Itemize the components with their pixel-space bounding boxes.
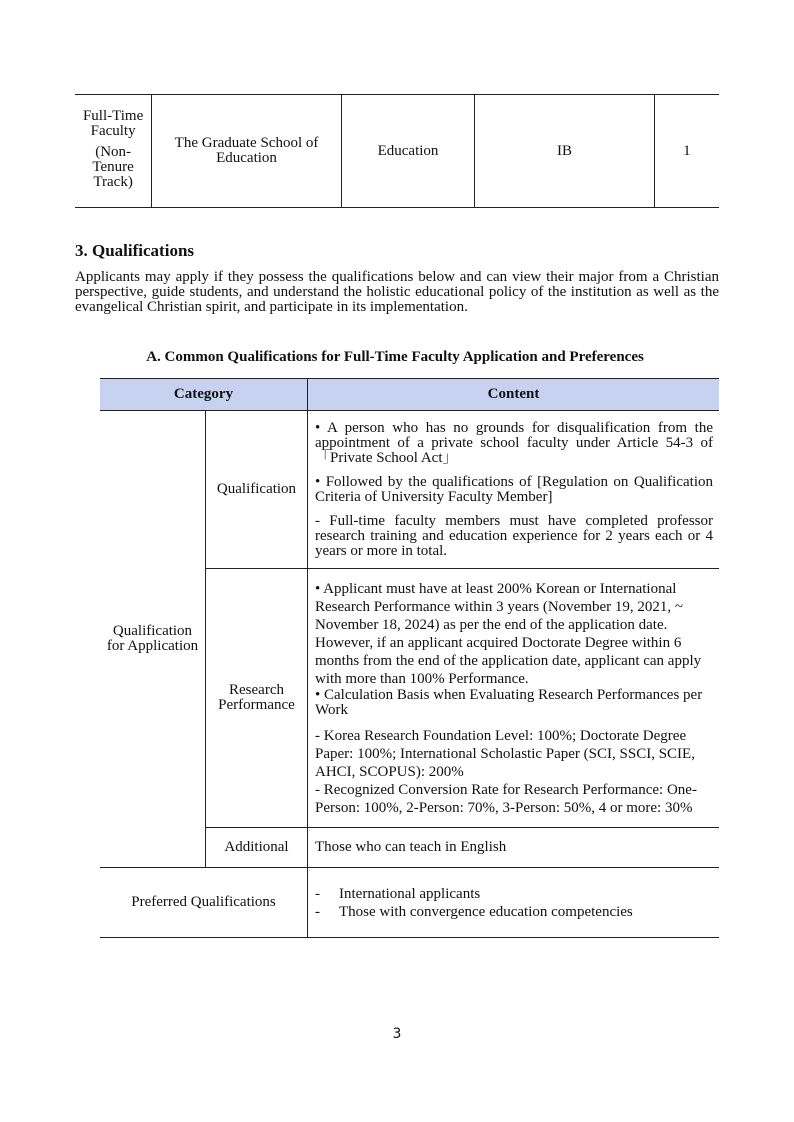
qualification-item-3: - Full-time faculty members must have completed professor research training and education experience for 2 years each or 4 years or more in total.	[315, 512, 713, 559]
header-category: Category	[100, 379, 308, 411]
list-item: - Those with convergence education competencies	[315, 903, 633, 920]
research-item-4: - Recognized Conversion Rate for Research Performance: One-Person: 100%, 2-Person: 70%, 3-Person: 50%, 4 or more: 30%	[315, 781, 697, 816]
section-title: 3. Qualifications	[75, 241, 195, 260]
major-cell: IB	[475, 95, 655, 208]
count-cell: 1	[654, 95, 719, 208]
table-title: A. Common Qualifications for Full-Time Faculty Application and Preferences	[146, 349, 644, 365]
position-type: Full-Time Faculty	[82, 107, 144, 139]
qualification-content	[308, 411, 720, 569]
research-item-1: • Applicant must have at least 200% Korean or International Research Performance within 3 years (November 19, 2021, ~ November 18, 2024) as per the end of the application date. However, if an applicant acquired Doctorate Degree within 6 months from the end of the application date, applicant can apply with more than 100% Performance.	[315, 580, 702, 687]
school-cell: The Graduate School of Education	[152, 95, 342, 208]
qualification-item-1: • A person who has no grounds for disqualification from the appointment of a private school faculty under Article 54-3 of 「Private School Act」	[315, 419, 713, 466]
research-item-2: • Calculation Basis when Evaluating Research Performances per Work	[315, 686, 703, 718]
table-row	[100, 411, 719, 569]
table-row	[100, 868, 719, 938]
qualifications-table	[100, 378, 719, 938]
position-table	[75, 94, 719, 208]
research-label: Research Performance	[206, 569, 308, 828]
table-row	[75, 95, 719, 208]
header-content: Content	[308, 379, 720, 411]
department-cell: Education	[341, 95, 474, 208]
position-track: (Non-Tenure Track)	[92, 143, 134, 190]
group-label-cell: Qualification for Application	[100, 411, 206, 868]
section-intro: Applicants may apply if they possess the qualifications below and can view their major from a Christian perspective, guide students, and understand the holistic educational policy of the institution as well as the evangelical Christian spirit, and participate in its implementation.	[75, 269, 719, 315]
position-type-cell	[75, 95, 152, 208]
research-content	[308, 569, 720, 828]
research-item-3: - Korea Research Foundation Level: 100%; Doctorate Degree Paper: 100%; International Scholastic Paper (SCI, SSCI, SCIE, AHCI, SCOPUS): 200%	[315, 727, 695, 780]
table-header-row	[100, 379, 719, 411]
preferred-label: Preferred Qualifications	[100, 868, 308, 938]
page-number: 3	[392, 1026, 402, 1042]
qualification-item-2: • Followed by the qualifications of [Regulation on Qualification Criteria of University Faculty Member]	[315, 473, 713, 505]
additional-content: Those who can teach in English	[308, 828, 720, 868]
qualification-label: Qualification	[206, 411, 308, 569]
list-item: - International applicants	[315, 885, 481, 902]
preferred-list	[315, 885, 713, 921]
additional-label: Additional	[206, 828, 308, 868]
preferred-content	[308, 868, 720, 938]
